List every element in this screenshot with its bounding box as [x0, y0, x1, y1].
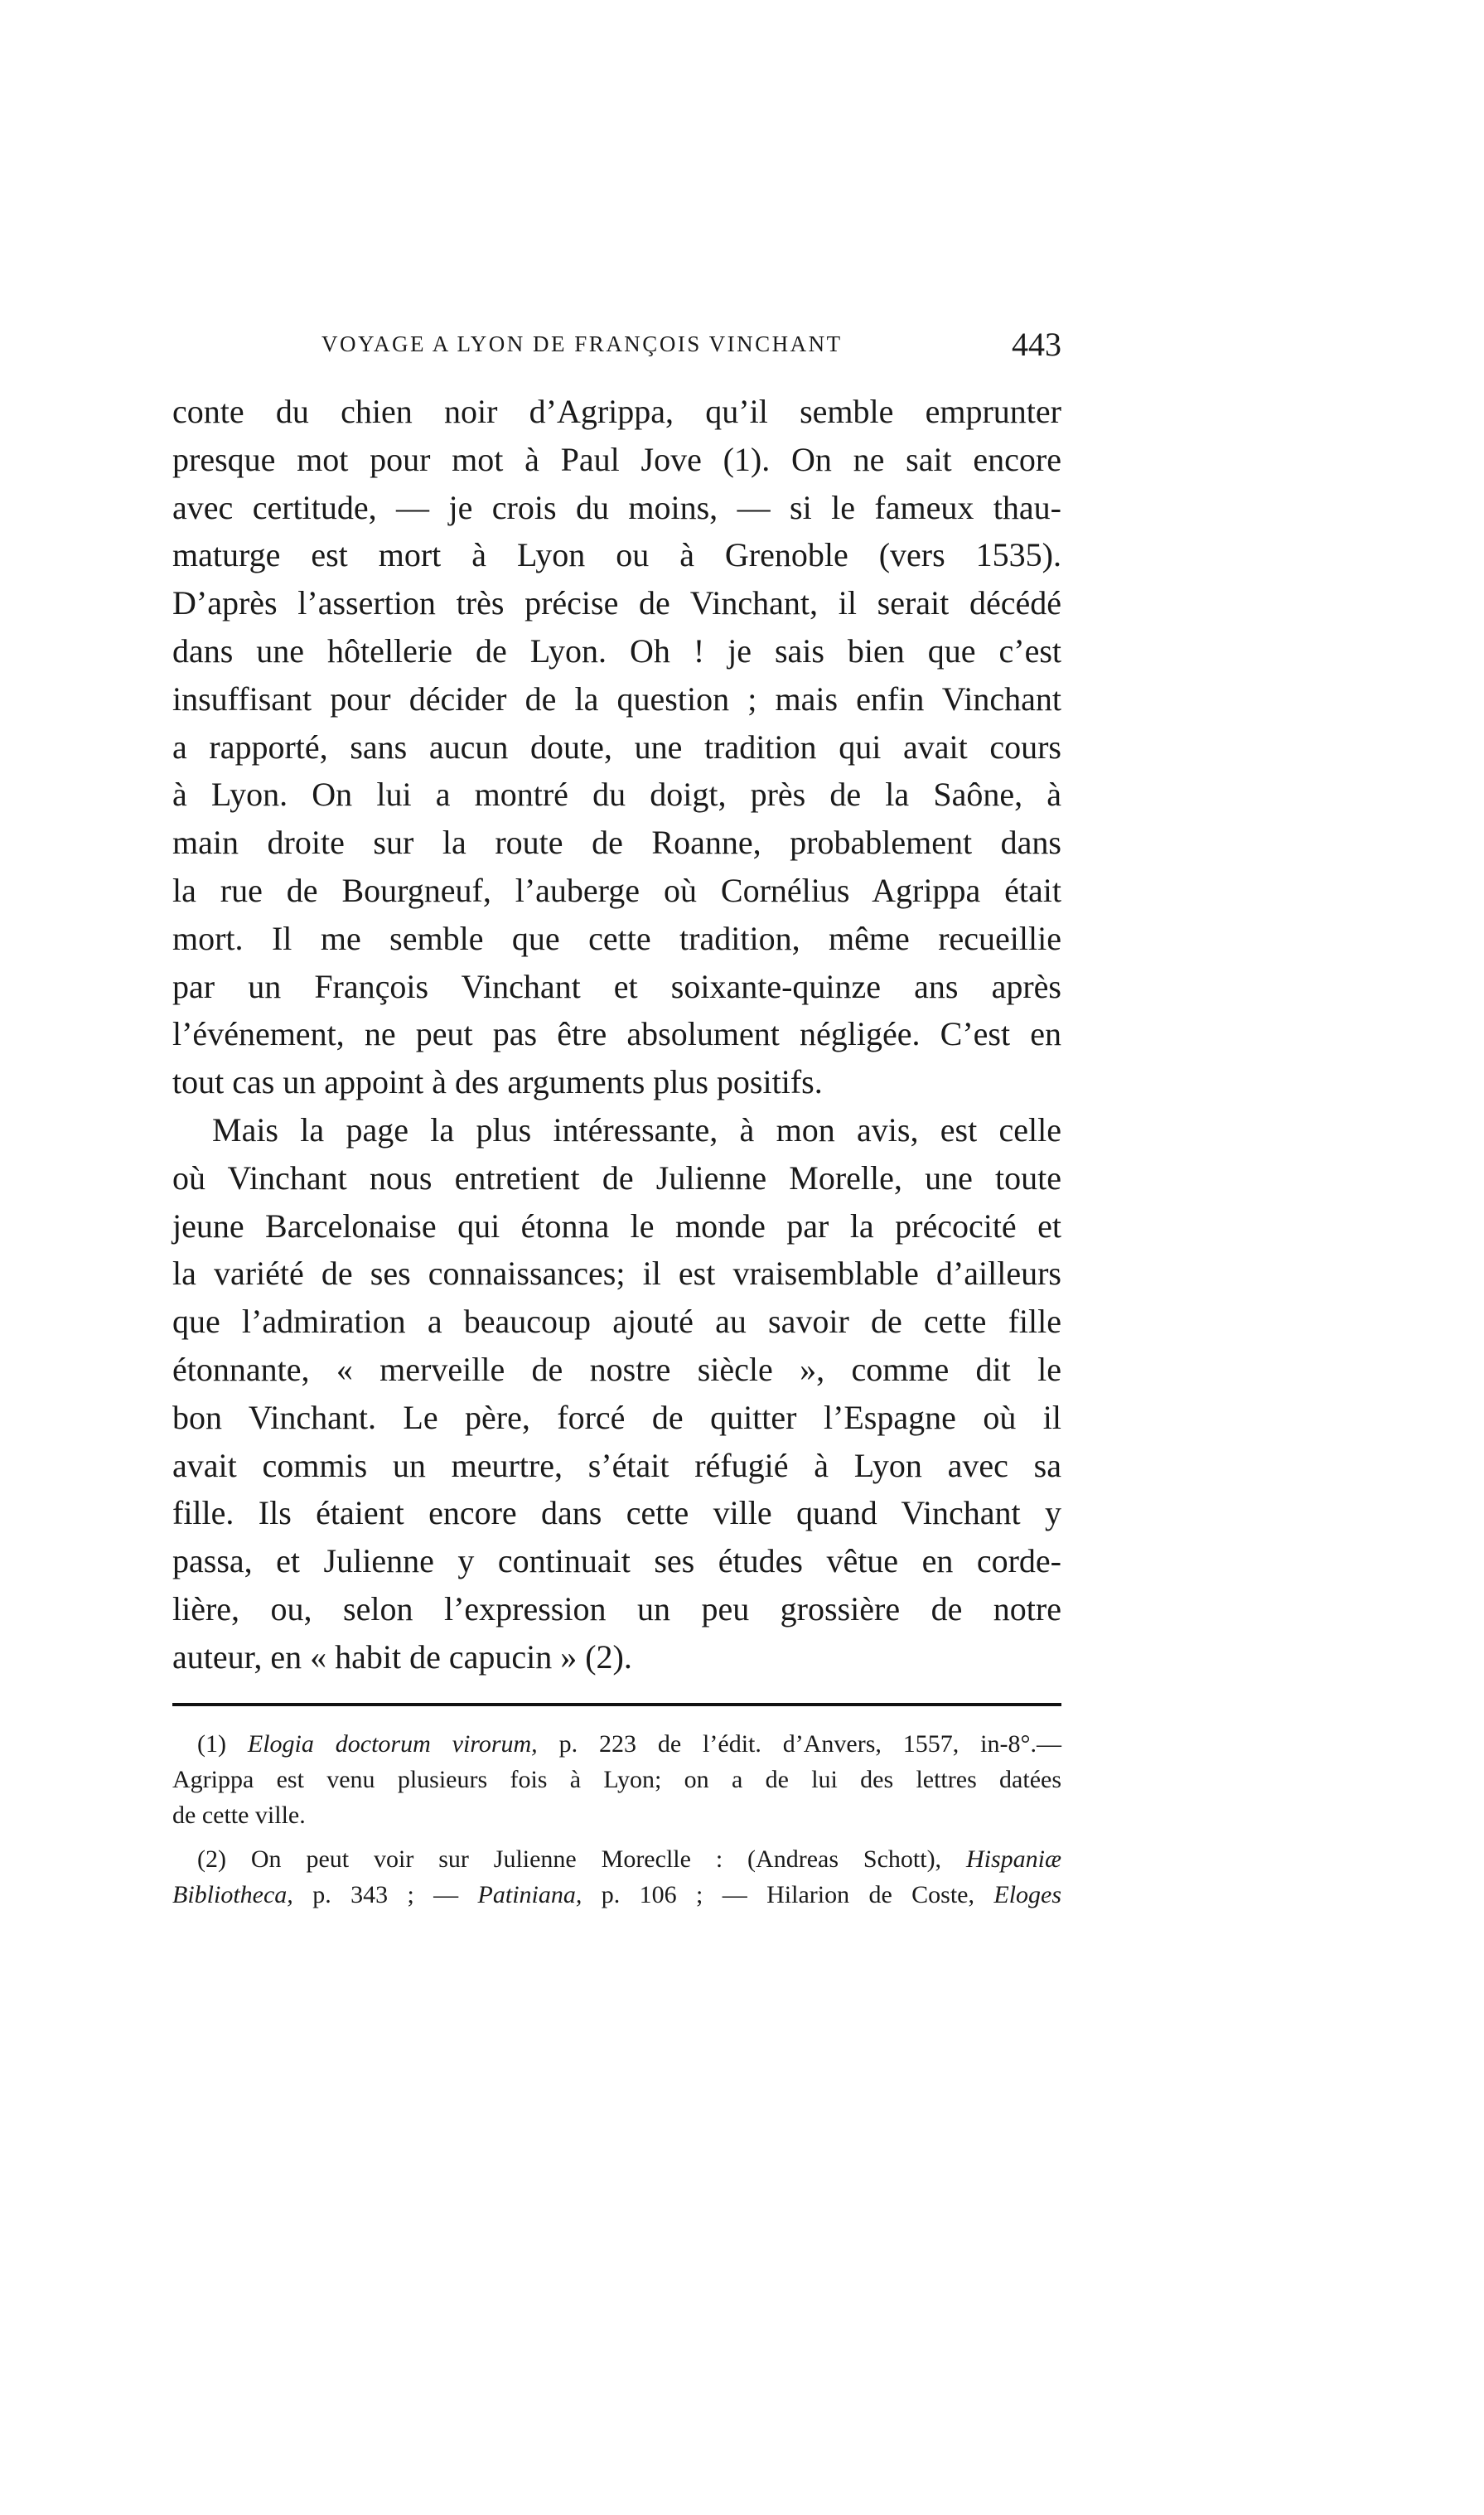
text-line: insuffisant pour décider de la question ; mais enfin Vinchant: [172, 680, 1061, 718]
text-line: où Vinchant nous entretient de Julienne Morelle, une toute: [172, 1158, 1061, 1197]
footnote-text: p. 223 de l’édit. d’Anvers, 1557, in-8°.—: [558, 1730, 1061, 1758]
text-line: tout cas un appoint à des arguments plus positifs.: [172, 1063, 823, 1101]
running-title: VOYAGE A LYON DE FRANÇOIS VINCHANT: [321, 331, 843, 356]
text-line: jeune Barcelonaise qui étonna le monde par la précocité et: [172, 1207, 1061, 1245]
footnote-title: Elogia doctorum virorum,: [247, 1730, 538, 1758]
text-line: la rue de Bourgneuf, l’auberge où Cornélius Agrippa était: [172, 871, 1061, 909]
footnote-2-line: [172, 1841, 1061, 1877]
text-line: conte du chien noir d’Agrippa, qu’il semble emprunter: [172, 393, 1061, 430]
page-number: 443: [1012, 326, 1061, 363]
text-line: maturge est mort à Lyon ou à Grenoble (vers 1535).: [172, 536, 1061, 574]
text-line: que l’admiration a beaucoup ajouté au savoir de cette fille: [172, 1303, 1061, 1341]
footnote-text: p. 343 ; —: [312, 1881, 459, 1908]
text-line: dans une hôtellerie de Lyon. Oh ! je sais bien que c’est: [172, 631, 1061, 670]
footnote-title: Eloges: [993, 1881, 1062, 1908]
footnote-1-line: [172, 1726, 1061, 1762]
text-line: presque mot pour mot à Paul Jove (1). On ne sait encore: [172, 440, 1061, 478]
footnote-text: (2) On peut voir sur Julienne Moreclle : (Andreas Schott),: [197, 1845, 942, 1873]
text-line: par un François Vinchant et soixante-quinze ans après: [172, 967, 1061, 1005]
text-line: a rapporté, sans aucun doute, une tradition qui avait cours: [172, 728, 1061, 766]
text-line: main droite sur la route de Roanne, probablement dans: [172, 824, 1061, 862]
footnote-rule: [172, 1703, 1061, 1706]
text-line: avec certitude, — je crois du moins, — si le fameux thau-: [172, 488, 1061, 526]
footnote-text: p. 106 ; — Hilarion de Coste,: [601, 1881, 974, 1908]
footnote-1-line: de cette ville.: [172, 1802, 306, 1829]
text-line: passa, et Julienne y continuait ses études vêtue en corde-: [172, 1542, 1061, 1580]
text-line: bon Vinchant. Le père, forcé de quitter l’Espagne où il: [172, 1398, 1061, 1436]
text-line: Mais la page la plus intéressante, à mon avis, est celle: [212, 1110, 1061, 1149]
text-line: la variété de ses connaissances; il est vraisemblable d’ailleurs: [172, 1255, 1061, 1293]
footnote-2-line: [172, 1877, 1061, 1913]
text-line: fille. Ils étaient encore dans cette ville quand Vinchant y: [172, 1494, 1061, 1532]
footnote-title: Patiniana,: [477, 1881, 582, 1908]
footnotes: [172, 1726, 1061, 1913]
text-line: D’après l’assertion très précise de Vinchant, il serait décédé: [172, 584, 1061, 622]
text-line: mort. Il me semble que cette tradition, même recueillie: [172, 919, 1061, 957]
footnote-title: Hispaniæ: [965, 1845, 1061, 1873]
text-line: étonnante, « merveille de nostre siècle », comme dit le: [172, 1350, 1061, 1388]
text-line: l’événement, ne peut pas être absolument négligée. C’est en: [172, 1015, 1061, 1053]
footnote-title: Bibliotheca,: [172, 1881, 293, 1908]
body-text: [172, 388, 1061, 1681]
text-line: auteur, en « habit de capucin » (2).: [172, 1637, 632, 1676]
text-line: avait commis un meurtre, s’était réfugié à Lyon avec sa: [172, 1446, 1061, 1484]
footnote-mark: (1): [197, 1730, 226, 1758]
text-line: lière, ou, selon l’expression un peu grossière de notre: [172, 1589, 1061, 1627]
page-header: [172, 325, 1061, 366]
text-line: à Lyon. On lui a montré du doigt, près de la Saône, à: [172, 776, 1061, 814]
footnote-1-line: Agrippa est venu plusieurs fois à Lyon; on a de lui des lettres datées: [172, 1766, 1061, 1793]
